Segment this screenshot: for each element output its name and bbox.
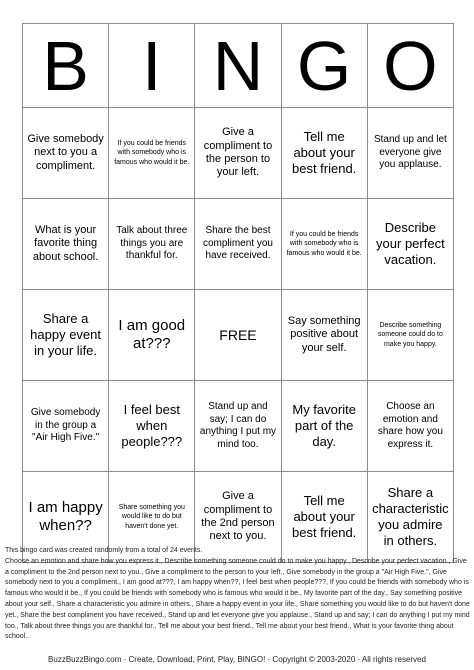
bingo-cell: Tell me about your best friend. — [281, 472, 367, 563]
header-row — [23, 24, 454, 108]
bingo-cell: Stand up and say; I can do anything I put my mind too. — [195, 381, 281, 472]
bingo-cell: I am happy when?? — [23, 472, 109, 563]
bingo-cell: Choose an emotion and share how you express it. — [367, 381, 453, 472]
bingo-cell: If you could be friends with somebody who is famous who would it be. — [281, 199, 367, 290]
footer-intro: This bingo card was created randomly from a total of 24 events. — [5, 547, 203, 554]
copyright-line: BuzzBuzzBingo.com · Create, Download, Print, Play, BINGO! · Copyright © 2003-2020 · All rights reserved — [48, 655, 426, 664]
bingo-cell: Describe your perfect vacation. — [367, 199, 453, 290]
header-letter-g: G — [281, 24, 367, 108]
header-letter-b: B — [23, 24, 109, 108]
header-letter-i: I — [109, 24, 195, 108]
header-letter-o: O — [367, 24, 453, 108]
free-space-cell: FREE — [195, 290, 281, 381]
bingo-cell: My favorite part of the day. — [281, 381, 367, 472]
bingo-cell: Describe something someone could do to make you happy. — [367, 290, 453, 381]
card-row — [23, 290, 454, 381]
bingo-cell: Talk about three things you are thankful for. — [109, 199, 195, 290]
bingo-cell: Say something positive about your self. — [281, 290, 367, 381]
bingo-cell: Stand up and let everyone give you applause. — [367, 108, 453, 199]
bingo-cell: I feel best when people??? — [109, 381, 195, 472]
bingo-cell: Share a characteristic you admire in others. — [367, 472, 453, 563]
card-row — [23, 199, 454, 290]
card-footer — [5, 546, 471, 643]
bingo-cell: Give somebody next to you a compliment. — [23, 108, 109, 199]
bingo-cell: I am good at??? — [109, 290, 195, 381]
bingo-card — [22, 23, 454, 563]
card-row — [23, 108, 454, 199]
footer-event-list: Choose an emotion and share how you express it., Describe something someone could do to make you happy., Describe your perfect vacation., Give a compliment to the 2nd person next to you., Give a compliment to the person to your left., Give somebody in the group a "Air High Five.", Give somebody next to you a compliment., I am good at???, I am happy when??, I feel best when people???, If you could be friends with somebody who is famous who would it be., If you could be friends with somebody who is famous who would it be., My favorite part of the day., Say something positive about your self., Share a characteristic you admire in others., Share a happy event in your life., Share something you would like to do but haven't done yet., Share the best compliment you have received., Stand up and let everyone give you applause., Stand up and say; I can do anything I put my mind too., Talk about three things you are thankful for., Tell me about your best friend., Tell me about your best friend., What is your favorite thing about school.. — [5, 557, 470, 641]
bingo-cell: Share the best compliment you have received. — [195, 199, 281, 290]
bingo-cell: Give a compliment to the 2nd person next to you. — [195, 472, 281, 563]
bingo-cell: Give somebody in the group a "Air High Five." — [23, 381, 109, 472]
bingo-cell: Share something you would like to do but haven't done yet. — [109, 472, 195, 563]
bingo-cell: What is your favorite thing about school. — [23, 199, 109, 290]
bingo-cell: Give a compliment to the person to your left. — [195, 108, 281, 199]
card-row — [23, 381, 454, 472]
bingo-cell: Tell me about your best friend. — [281, 108, 367, 199]
bingo-cell: If you could be friends with somebody who is famous who would it be. — [109, 108, 195, 199]
header-letter-n: N — [195, 24, 281, 108]
bingo-cell: Share a happy event in your life. — [23, 290, 109, 381]
